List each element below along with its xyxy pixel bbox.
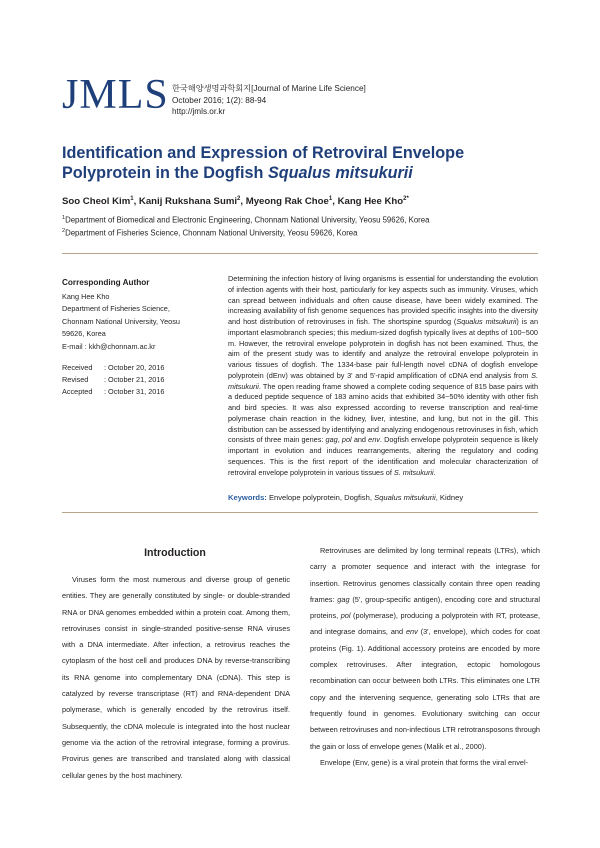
corr-line: Chonnam National University, Yeosu: [62, 316, 180, 326]
title-main: Identification and Expression of Retroviral Envelope Polyprotein in the Dogfish: [62, 144, 465, 182]
journal-name: 한국해양생명과학회지[Journal of Marine Life Science]: [172, 84, 366, 93]
intro-column-right: [310, 543, 540, 771]
corr-line: Kang Hee Kho: [62, 291, 110, 301]
affiliation-line: $^2$Department of Fisheries Science, Chonnam National University, Yeosu 59626, Korea: [62, 228, 358, 238]
author-name: Myeong Rak Choe: [245, 196, 329, 208]
paragraph: Envelope (Env, gene) is a viral protein that forms the viral envel-: [320, 757, 529, 767]
author-affiliation-mark: 1: [130, 196, 134, 202]
corresponding-author: [62, 277, 212, 354]
journal-logo: JMLS: [62, 72, 169, 118]
title-species: Squalus mitsukurii: [267, 164, 413, 182]
journal-info: [172, 83, 366, 118]
section-heading-introduction: Introduction: [144, 547, 206, 559]
intro-column-left: [62, 572, 290, 784]
author-list: Soo Cheol Kim$^1$, Kanij Rukshana Sumi$^2$, Myeong Rak Choe$^1$, Kang Hee Kho$^{2*}$: [62, 196, 409, 208]
keywords-label: Keywords:: [228, 493, 267, 502]
keywords: Keywords: Envelope polyprotein, Dogfish, Squalus mitsukurii, Kidney: [228, 493, 464, 502]
author-affiliation-mark: 2: [237, 196, 241, 202]
paragraph: Viruses form the most numerous and diverse group of genetic entities. They are generally constituted by single- or double-stranded RNA or DNA genomes embedded within a protein coat. Among them, retroviruses consist in single-stranded positive-sense RNA viruses with a DNA intermediate. After infection, a retrovirus reaches the cytoplasm of the host cell and produces DNA by reverse-transcribing its RNA genome into complementary DNA (cDNA). This step is catalyzed by reverse transcriptase (RT) and RNA-dependent DNA polymerase, which is generally encoded by the retrovirus itself. Subsequently, the cDNA molecule is integrated into the host nuclear genome via the action of the retroviral integrase, forming a provirus. Provirus genes are transcribed and translated along with classical cellular genes by the host machinery.: [62, 575, 290, 780]
paragraph: Retroviruses are delimited by long terminal repeats (LTRs), which carry a promoter sequence and interact with the integrase for insertion. Retrovirus genomes classically contain three open reading frames: gag (5', group-specific antigen), encoding core and structural proteins, pol (polymerase), producing a polyprotein with RT, protease, and integrase domains, and env (3', envelope), which codes for coat proteins (Fig. 1). Additional accessory proteins are encoded by more complex retroviruses. After integration, ectopic homologous recombination can occur between both LTRs. This eliminates one LTR copy and the intervening sequence, generating solo LTRs that are frequently found in genomes. Evolutionary switching can occur between retroviruses and non-infectious LTR retrotransposons through the gain or loss of envelope genes (Malik et al., 2000).: [310, 546, 540, 751]
date-revised: Revised : October 21, 2016: [62, 375, 165, 385]
author-affiliation-mark: 1: [328, 196, 333, 202]
journal-issue: October 2016; 1(2): 88-94: [172, 95, 267, 105]
date-received: Received : October 20, 2016: [62, 363, 165, 372]
corr-email[interactable]: E-mail : kkh@chonnam.ac.kr: [62, 341, 156, 351]
corresponding-author-heading: Corresponding Author: [62, 278, 150, 287]
article-dates: [62, 362, 164, 399]
journal-url[interactable]: http://jmls.or.kr: [172, 107, 226, 116]
author-name: Kanij Rukshana Sumi: [138, 196, 238, 208]
corr-line: Department of Fisheries Science,: [62, 304, 170, 314]
author-name: Soo Cheol Kim: [62, 196, 131, 208]
abstract: Determining the infection history of living organisms is essential for understanding the evolution of infection agents with their host, particularly for key aspects such as immunity. Viruses, which can spread between individuals and often cause disease, have been widely examined. The increasing availability of fish genome sequences has provided specific insights into the diversity and host distribution of retroviruses in fish. The shortspine spurdog (Squalus mitsukurii) is an important elasmobranch species; this medium-sized dogfish typically lives at depths of 100~500 m. However, the retroviral envelope polyprotein in dogfish has not been examined. Thus, the aim of the present study was to identify and analyze the retroviral envelope polyprotein in various tissues of dogfish. The 1334-base pair full-length novel cDNA of dogfish envelope polyprotein (dEnv) was obtained by 3' and 5'-rapid amplification of cDNA end analysis from S. mitsukurii. The open reading frame showed a complete coding sequence of 815 base pairs with a deduced peptide sequence of 183 amino acids that exhibited 34~50% identity with other fish and bird species. It was also expressed according to reverse transcription and real-time polymerase chain reaction in the kidney, liver, intestine, and lung, but not in the gill. This distribution can be assessed by identifying and analyzing endogenous retroviruses in fish, which consists of three main genes: gag, pol and env. Dogfish envelope polyprotein sequence is likely important in evolution and induces rearrangements, altering the regulatory and coding sequences. This is the first report of the identification and molecular characterization of retroviral envelope polyprotein in various tissues of S. mitsukurii.: [228, 274, 539, 477]
divider: [62, 253, 538, 254]
corr-line: 59626, Korea: [62, 329, 106, 339]
article-title: [62, 143, 542, 183]
author-affiliation-mark: 2*: [403, 196, 409, 202]
divider: [62, 512, 538, 513]
author-name: Kang Hee Kho: [337, 196, 404, 208]
affiliations: [62, 213, 429, 239]
affiliation-line: $^1$Department of Biomedical and Electronic Engineering, Chonnam National University, Yeosu 59626, Korea: [62, 215, 430, 225]
date-accepted: Accepted : October 31, 2016: [62, 387, 165, 397]
